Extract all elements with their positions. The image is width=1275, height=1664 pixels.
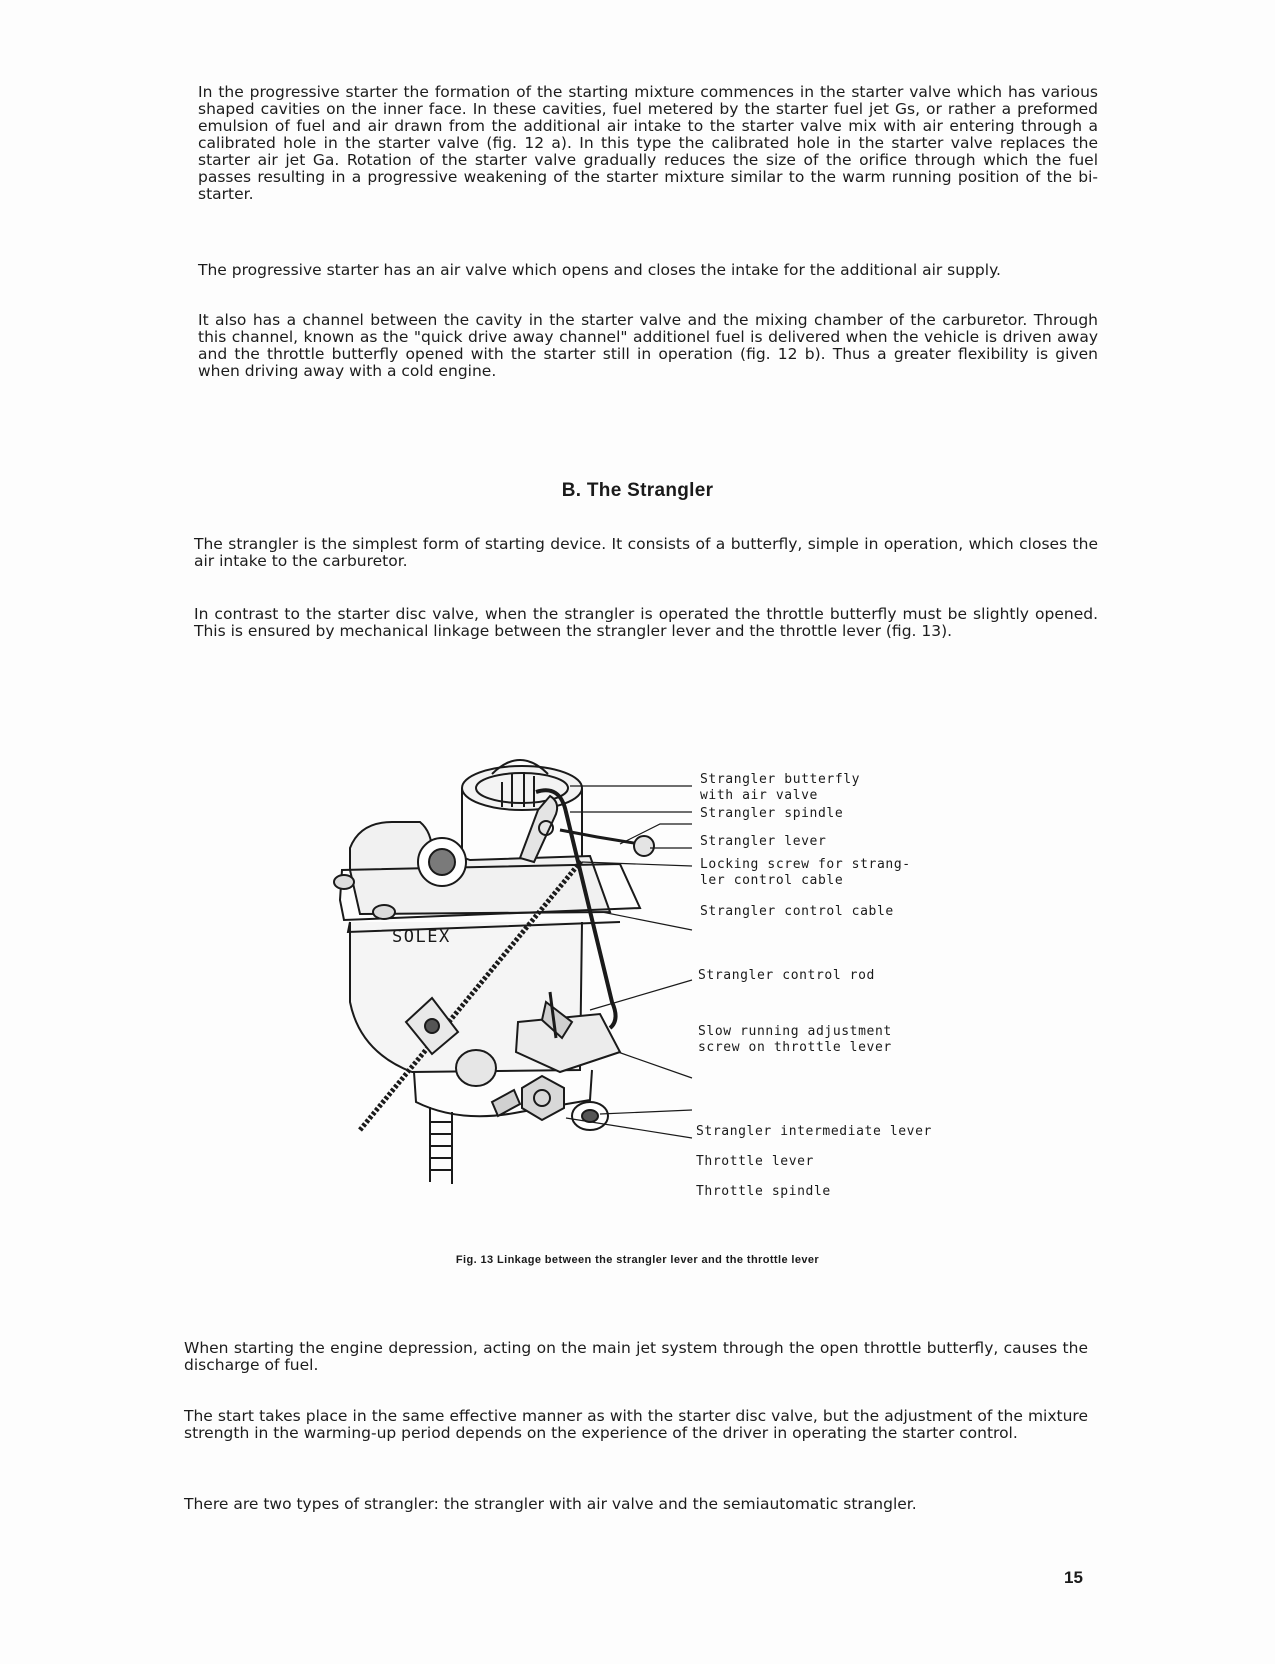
label-strangler-lever: Strangler lever — [700, 834, 827, 849]
label-throttle-spindle: Throttle spindle — [696, 1184, 831, 1199]
figure-caption: Fig. 13 Linkage between the strangler lever and the throttle lever — [455, 1254, 820, 1266]
label-strangler-control-cable: Strangler control cable — [700, 904, 894, 919]
label-strangler-intermediate-lever: Strangler intermediate lever — [696, 1124, 932, 1139]
paragraph-quick-drive-channel: It also has a channel between the cavity in the starter valve and the mixing chamber of the carburetor. Through this channel, known as the "quick drive away channel" additionel fuel is delivered when the vehicle is driven away and the throttle butterfly opened with the starter still in operation (fig. 12 b). Thus a greater flexibility is given when driving away with a cold engine. — [198, 311, 1098, 380]
label-throttle-lever: Throttle lever — [696, 1154, 814, 1169]
solex-marking: SOLEX — [392, 927, 451, 947]
paragraph-progressive-starter: In the progressive starter the formation of the starting mixture commences in the starter valve which has various shaped cavities on the inner face. In these cavities, fuel metered by the starter fuel jet Gs, or rather a preformed emulsion of fuel and air drawn from the additional air intake to the starter valve mix with air entering through a calibrated hole in the starter valve (fig. 12 a). In this type the calibrated hole in the starter valve replaces the starter air jet Ga. Rotation of the starter valve gradually reduces the size of the orifice through which the fuel passes resulting in a progressive weakening of the starter mixture similar to the warm running position of the bi-starter. — [198, 83, 1098, 203]
label-strangler-control-rod: Strangler control rod — [698, 968, 875, 983]
figure-13-carburetor-linkage — [320, 752, 970, 1212]
paragraph-strangler-linkage: In contrast to the starter disc valve, when the strangler is operated the throttle butterfly must be slightly opened. This is ensured by mechanical linkage between the strangler lever and the throttle lever (fig. 13). — [194, 605, 1098, 640]
label-strangler-butterfly: Strangler butterfly with air valve — [700, 772, 861, 803]
paragraph-strangler-definition: The strangler is the simplest form of starting device. It consists of a butterfly, simple in operation, which closes the air intake to the carburetor. — [194, 535, 1098, 570]
paragraph-start-adjustment: The start takes place in the same effective manner as with the starter disc valve, but the adjustment of the mixture strength in the warming-up period depends on the experience of the driver in operating the starter control. — [184, 1407, 1088, 1442]
label-strangler-spindle: Strangler spindle — [700, 806, 844, 821]
paragraph-strangler-types: There are two types of strangler: the strangler with air valve and the semiautomatic strangler. — [184, 1495, 917, 1513]
section-heading: B. The Strangler — [561, 480, 714, 501]
label-locking-screw: Locking screw for strang- ler control cable — [700, 857, 911, 888]
label-slow-running-screw: Slow running adjustment screw on throttle lever — [698, 1024, 892, 1055]
page-number: 15 — [1064, 1568, 1083, 1587]
paragraph-engine-depression: When starting the engine depression, acting on the main jet system through the open throttle butterfly, causes the discharge of fuel. — [184, 1339, 1088, 1374]
paragraph-air-valve: The progressive starter has an air valve which opens and closes the intake for the additional air supply. — [198, 261, 1001, 279]
